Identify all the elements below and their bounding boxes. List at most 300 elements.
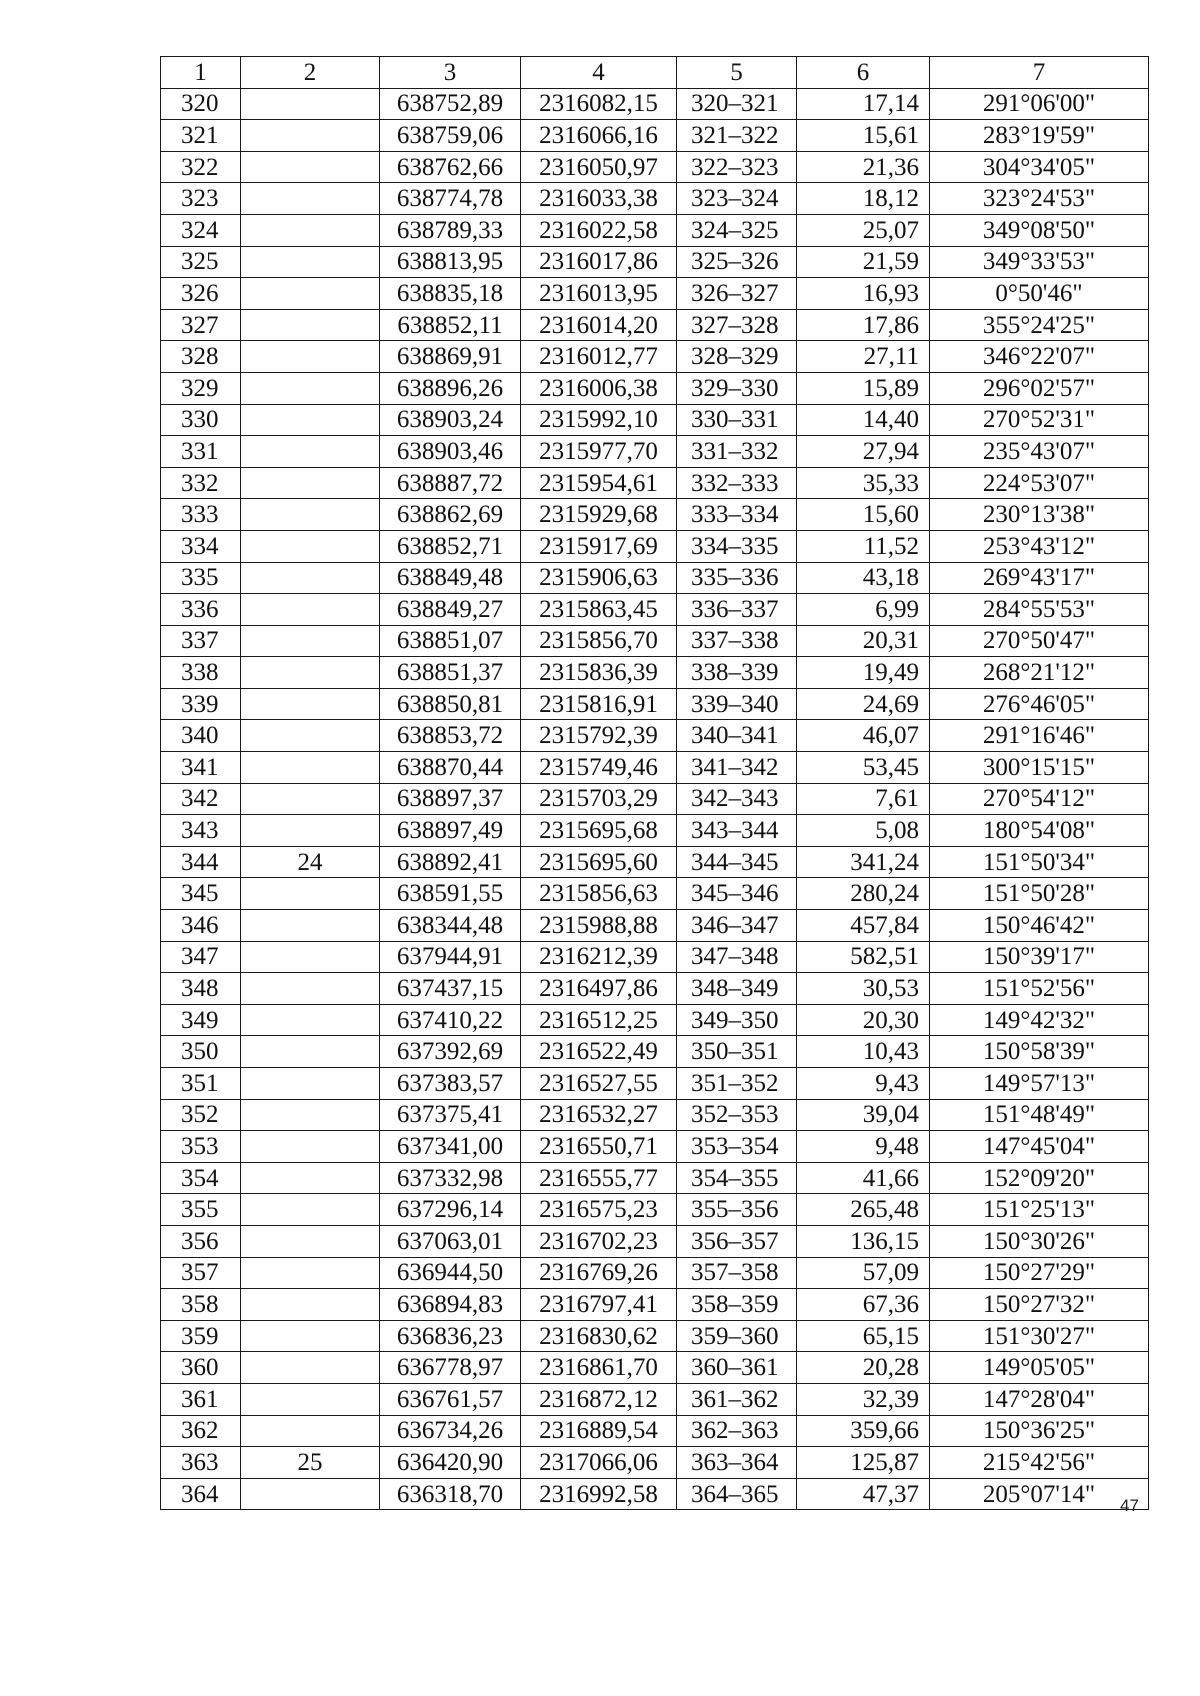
cell-coord-x: 638813,95 <box>380 246 521 278</box>
cell-coord-x: 637375,41 <box>380 1099 521 1131</box>
cell-segment: 325–326 <box>677 246 797 278</box>
cell-section-number <box>241 88 380 120</box>
cell-length: 6,99 <box>797 594 930 626</box>
cell-bearing: 151°30'27" <box>930 1320 1149 1352</box>
cell-coord-y: 2316550,71 <box>521 1131 677 1163</box>
cell-segment: 347–348 <box>677 941 797 973</box>
cell-point-number: 361 <box>161 1383 241 1415</box>
cell-coord-x: 638752,89 <box>380 88 521 120</box>
table-row <box>161 562 1149 594</box>
cell-coord-y: 2316050,97 <box>521 151 677 183</box>
cell-length: 32,39 <box>797 1383 930 1415</box>
cell-point-number: 354 <box>161 1162 241 1194</box>
cell-segment: 341–342 <box>677 752 797 784</box>
cell-length: 41,66 <box>797 1162 930 1194</box>
cell-bearing: 296°02'57" <box>930 372 1149 404</box>
cell-section-number <box>241 183 380 215</box>
table-row <box>161 720 1149 752</box>
table-row <box>161 1036 1149 1068</box>
cell-segment: 348–349 <box>677 973 797 1005</box>
table-row <box>161 341 1149 373</box>
cell-coord-y: 2316512,25 <box>521 1004 677 1036</box>
cell-segment: 343–344 <box>677 815 797 847</box>
cell-segment: 327–328 <box>677 309 797 341</box>
cell-section-number <box>241 309 380 341</box>
cell-length: 7,61 <box>797 783 930 815</box>
header-row <box>161 57 1149 89</box>
cell-coord-x: 637944,91 <box>380 941 521 973</box>
cell-length: 359,66 <box>797 1415 930 1447</box>
table-row <box>161 1289 1149 1321</box>
cell-bearing: 0°50'46" <box>930 278 1149 310</box>
cell-coord-x: 638852,11 <box>380 309 521 341</box>
cell-coord-x: 638853,72 <box>380 720 521 752</box>
cell-point-number: 362 <box>161 1415 241 1447</box>
cell-coord-y: 2315695,68 <box>521 815 677 847</box>
cell-bearing: 291°06'00" <box>930 88 1149 120</box>
cell-length: 5,08 <box>797 815 930 847</box>
cell-bearing: 346°22'07" <box>930 341 1149 373</box>
cell-coord-y: 2315695,60 <box>521 846 677 878</box>
table-row <box>161 625 1149 657</box>
cell-point-number: 355 <box>161 1194 241 1226</box>
cell-coord-y: 2316527,55 <box>521 1068 677 1100</box>
cell-point-number: 330 <box>161 404 241 436</box>
cell-bearing: 147°45'04" <box>930 1131 1149 1163</box>
cell-length: 20,30 <box>797 1004 930 1036</box>
cell-bearing: 147°28'04" <box>930 1383 1149 1415</box>
cell-coord-x: 637383,57 <box>380 1068 521 1100</box>
table-row <box>161 1004 1149 1036</box>
cell-coord-y: 2316066,16 <box>521 120 677 152</box>
table-row <box>161 467 1149 499</box>
cell-coord-y: 2316014,20 <box>521 309 677 341</box>
cell-section-number <box>241 404 380 436</box>
table-body <box>161 88 1149 1510</box>
column-header-7: 7 <box>930 57 1149 89</box>
cell-point-number: 334 <box>161 530 241 562</box>
cell-point-number: 324 <box>161 214 241 246</box>
cell-section-number <box>241 815 380 847</box>
cell-length: 47,37 <box>797 1478 930 1510</box>
cell-point-number: 335 <box>161 562 241 594</box>
table-row <box>161 1162 1149 1194</box>
cell-section-number <box>241 214 380 246</box>
cell-segment: 356–357 <box>677 1225 797 1257</box>
cell-coord-x: 638591,55 <box>380 878 521 910</box>
cell-coord-x: 638892,41 <box>380 846 521 878</box>
table-row <box>161 530 1149 562</box>
cell-coord-x: 638897,49 <box>380 815 521 847</box>
cell-coord-x: 638851,37 <box>380 657 521 689</box>
cell-segment: 354–355 <box>677 1162 797 1194</box>
cell-coord-x: 636420,90 <box>380 1447 521 1479</box>
cell-coord-x: 638789,33 <box>380 214 521 246</box>
cell-section-number <box>241 878 380 910</box>
column-header-3: 3 <box>380 57 521 89</box>
cell-length: 19,49 <box>797 657 930 689</box>
cell-point-number: 325 <box>161 246 241 278</box>
cell-point-number: 343 <box>161 815 241 847</box>
cell-segment: 322–323 <box>677 151 797 183</box>
cell-segment: 357–358 <box>677 1257 797 1289</box>
cell-bearing: 150°36'25" <box>930 1415 1149 1447</box>
cell-bearing: 270°54'12" <box>930 783 1149 815</box>
column-header-1: 1 <box>161 57 241 89</box>
cell-section-number <box>241 278 380 310</box>
cell-length: 9,48 <box>797 1131 930 1163</box>
cell-coord-y: 2315749,46 <box>521 752 677 784</box>
cell-bearing: 215°42'56" <box>930 1447 1149 1479</box>
cell-coord-y: 2315863,45 <box>521 594 677 626</box>
cell-segment: 364–365 <box>677 1478 797 1510</box>
cell-length: 67,36 <box>797 1289 930 1321</box>
cell-coord-x: 637063,01 <box>380 1225 521 1257</box>
cell-coord-x: 637341,00 <box>380 1131 521 1163</box>
cell-bearing: 150°46'42" <box>930 910 1149 942</box>
cell-length: 39,04 <box>797 1099 930 1131</box>
cell-coord-y: 2316532,27 <box>521 1099 677 1131</box>
cell-bearing: 150°30'26" <box>930 1225 1149 1257</box>
cell-coord-y: 2315954,61 <box>521 467 677 499</box>
cell-section-number <box>241 1320 380 1352</box>
cell-section-number <box>241 467 380 499</box>
cell-section-number <box>241 1352 380 1384</box>
cell-length: 17,14 <box>797 88 930 120</box>
cell-segment: 335–336 <box>677 562 797 594</box>
cell-coord-y: 2315856,70 <box>521 625 677 657</box>
cell-length: 24,69 <box>797 688 930 720</box>
table-row <box>161 499 1149 531</box>
cell-length: 53,45 <box>797 752 930 784</box>
cell-point-number: 344 <box>161 846 241 878</box>
cell-bearing: 235°43'07" <box>930 436 1149 468</box>
cell-segment: 359–360 <box>677 1320 797 1352</box>
cell-length: 21,36 <box>797 151 930 183</box>
table-row <box>161 594 1149 626</box>
cell-segment: 332–333 <box>677 467 797 499</box>
cell-coord-y: 2316769,26 <box>521 1257 677 1289</box>
cell-bearing: 268°21'12" <box>930 657 1149 689</box>
cell-point-number: 331 <box>161 436 241 468</box>
cell-coord-x: 636836,23 <box>380 1320 521 1352</box>
cell-segment: 320–321 <box>677 88 797 120</box>
cell-point-number: 356 <box>161 1225 241 1257</box>
cell-length: 43,18 <box>797 562 930 594</box>
cell-length: 35,33 <box>797 467 930 499</box>
cell-section-number <box>241 1225 380 1257</box>
cell-point-number: 363 <box>161 1447 241 1479</box>
cell-bearing: 205°07'14" <box>930 1478 1149 1510</box>
cell-section-number <box>241 562 380 594</box>
cell-coord-x: 638896,26 <box>380 372 521 404</box>
cell-coord-x: 638903,46 <box>380 436 521 468</box>
cell-point-number: 350 <box>161 1036 241 1068</box>
cell-coord-x: 638850,81 <box>380 688 521 720</box>
cell-coord-x: 638849,48 <box>380 562 521 594</box>
cell-coord-y: 2315906,63 <box>521 562 677 594</box>
cell-coord-x: 638887,72 <box>380 467 521 499</box>
cell-coord-y: 2316033,38 <box>521 183 677 215</box>
cell-coord-y: 2316006,38 <box>521 372 677 404</box>
cell-point-number: 353 <box>161 1131 241 1163</box>
table-row <box>161 1320 1149 1352</box>
cell-coord-y: 2316797,41 <box>521 1289 677 1321</box>
cell-coord-x: 638903,24 <box>380 404 521 436</box>
cell-point-number: 327 <box>161 309 241 341</box>
cell-coord-x: 637332,98 <box>380 1162 521 1194</box>
cell-section-number: 24 <box>241 846 380 878</box>
cell-coord-y: 2315977,70 <box>521 436 677 468</box>
table-row <box>161 120 1149 152</box>
cell-length: 16,93 <box>797 278 930 310</box>
table-row <box>161 878 1149 910</box>
cell-coord-x: 636944,50 <box>380 1257 521 1289</box>
cell-section-number <box>241 1257 380 1289</box>
table-row <box>161 1131 1149 1163</box>
cell-length: 46,07 <box>797 720 930 752</box>
cell-point-number: 359 <box>161 1320 241 1352</box>
cell-coord-x: 637296,14 <box>380 1194 521 1226</box>
cell-bearing: 152°09'20" <box>930 1162 1149 1194</box>
table-row <box>161 1352 1149 1384</box>
cell-bearing: 180°54'08" <box>930 815 1149 847</box>
cell-bearing: 150°58'39" <box>930 1036 1149 1068</box>
cell-length: 27,94 <box>797 436 930 468</box>
cell-coord-y: 2316830,62 <box>521 1320 677 1352</box>
coordinates-table <box>160 56 1149 1510</box>
page-number: 47 <box>1120 1496 1139 1515</box>
cell-coord-y: 2315929,68 <box>521 499 677 531</box>
cell-point-number: 341 <box>161 752 241 784</box>
cell-bearing: 276°46'05" <box>930 688 1149 720</box>
cell-length: 17,86 <box>797 309 930 341</box>
cell-section-number <box>241 1194 380 1226</box>
cell-coord-x: 636734,26 <box>380 1415 521 1447</box>
cell-bearing: 151°50'34" <box>930 846 1149 878</box>
cell-length: 9,43 <box>797 1068 930 1100</box>
cell-coord-x: 638849,27 <box>380 594 521 626</box>
cell-bearing: 291°16'46" <box>930 720 1149 752</box>
cell-segment: 340–341 <box>677 720 797 752</box>
cell-coord-y: 2316702,23 <box>521 1225 677 1257</box>
cell-section-number <box>241 499 380 531</box>
cell-coord-x: 638852,71 <box>380 530 521 562</box>
cell-segment: 326–327 <box>677 278 797 310</box>
cell-section-number <box>241 973 380 1005</box>
cell-segment: 353–354 <box>677 1131 797 1163</box>
cell-section-number <box>241 1131 380 1163</box>
cell-point-number: 346 <box>161 910 241 942</box>
cell-length: 30,53 <box>797 973 930 1005</box>
cell-coord-x: 638344,48 <box>380 910 521 942</box>
cell-point-number: 339 <box>161 688 241 720</box>
table-row <box>161 88 1149 120</box>
cell-segment: 329–330 <box>677 372 797 404</box>
cell-coord-y: 2316555,77 <box>521 1162 677 1194</box>
cell-section-number <box>241 594 380 626</box>
cell-coord-x: 638862,69 <box>380 499 521 531</box>
cell-coord-y: 2316872,12 <box>521 1383 677 1415</box>
cell-coord-x: 636894,83 <box>380 1289 521 1321</box>
cell-coord-y: 2315816,91 <box>521 688 677 720</box>
cell-segment: 345–346 <box>677 878 797 910</box>
cell-coord-y: 2315703,29 <box>521 783 677 815</box>
cell-point-number: 352 <box>161 1099 241 1131</box>
cell-bearing: 270°50'47" <box>930 625 1149 657</box>
cell-section-number <box>241 1478 380 1510</box>
cell-length: 27,11 <box>797 341 930 373</box>
cell-coord-x: 637410,22 <box>380 1004 521 1036</box>
cell-section-number <box>241 1415 380 1447</box>
cell-bearing: 304°34'05" <box>930 151 1149 183</box>
cell-segment: 338–339 <box>677 657 797 689</box>
table-row <box>161 372 1149 404</box>
cell-length: 18,12 <box>797 183 930 215</box>
cell-bearing: 149°57'13" <box>930 1068 1149 1100</box>
cell-coord-x: 638869,91 <box>380 341 521 373</box>
cell-length: 25,07 <box>797 214 930 246</box>
cell-coord-y: 2315988,88 <box>521 910 677 942</box>
column-header-6: 6 <box>797 57 930 89</box>
cell-section-number <box>241 720 380 752</box>
cell-segment: 323–324 <box>677 183 797 215</box>
cell-segment: 321–322 <box>677 120 797 152</box>
cell-point-number: 329 <box>161 372 241 404</box>
cell-length: 125,87 <box>797 1447 930 1479</box>
cell-coord-y: 2316992,58 <box>521 1478 677 1510</box>
cell-coord-y: 2316575,23 <box>521 1194 677 1226</box>
table-row <box>161 309 1149 341</box>
cell-length: 21,59 <box>797 246 930 278</box>
cell-point-number: 320 <box>161 88 241 120</box>
cell-bearing: 149°05'05" <box>930 1352 1149 1384</box>
cell-segment: 360–361 <box>677 1352 797 1384</box>
table-row <box>161 657 1149 689</box>
cell-coord-x: 636778,97 <box>380 1352 521 1384</box>
table-row <box>161 815 1149 847</box>
cell-point-number: 364 <box>161 1478 241 1510</box>
cell-length: 20,31 <box>797 625 930 657</box>
cell-length: 11,52 <box>797 530 930 562</box>
cell-segment: 330–331 <box>677 404 797 436</box>
cell-bearing: 230°13'38" <box>930 499 1149 531</box>
cell-segment: 363–364 <box>677 1447 797 1479</box>
cell-section-number <box>241 752 380 784</box>
table-row <box>161 973 1149 1005</box>
cell-section-number <box>241 151 380 183</box>
cell-bearing: 149°42'32" <box>930 1004 1149 1036</box>
cell-length: 582,51 <box>797 941 930 973</box>
table-row <box>161 1478 1149 1510</box>
table-row <box>161 846 1149 878</box>
cell-bearing: 349°33'53" <box>930 246 1149 278</box>
table-row <box>161 404 1149 436</box>
cell-point-number: 323 <box>161 183 241 215</box>
cell-coord-y: 2315792,39 <box>521 720 677 752</box>
cell-length: 265,48 <box>797 1194 930 1226</box>
cell-bearing: 151°25'13" <box>930 1194 1149 1226</box>
cell-coord-y: 2316012,77 <box>521 341 677 373</box>
cell-section-number <box>241 1383 380 1415</box>
cell-segment: 324–325 <box>677 214 797 246</box>
cell-point-number: 357 <box>161 1257 241 1289</box>
table-row <box>161 1415 1149 1447</box>
cell-section-number <box>241 1099 380 1131</box>
cell-bearing: 300°15'15" <box>930 752 1149 784</box>
cell-point-number: 336 <box>161 594 241 626</box>
cell-section-number <box>241 625 380 657</box>
cell-section-number: 25 <box>241 1447 380 1479</box>
cell-bearing: 284°55'53" <box>930 594 1149 626</box>
table-row <box>161 1257 1149 1289</box>
cell-coord-x: 638870,44 <box>380 752 521 784</box>
cell-coord-x: 637392,69 <box>380 1036 521 1068</box>
cell-point-number: 321 <box>161 120 241 152</box>
cell-point-number: 348 <box>161 973 241 1005</box>
cell-coord-y: 2315917,69 <box>521 530 677 562</box>
table-row <box>161 1447 1149 1479</box>
cell-bearing: 253°43'12" <box>930 530 1149 562</box>
cell-coord-x: 636318,70 <box>380 1478 521 1510</box>
cell-point-number: 349 <box>161 1004 241 1036</box>
cell-coord-x: 638759,06 <box>380 120 521 152</box>
cell-coord-x: 636761,57 <box>380 1383 521 1415</box>
cell-coord-y: 2315992,10 <box>521 404 677 436</box>
cell-section-number <box>241 657 380 689</box>
table-row <box>161 688 1149 720</box>
table-row <box>161 151 1149 183</box>
cell-length: 341,24 <box>797 846 930 878</box>
cell-bearing: 349°08'50" <box>930 214 1149 246</box>
cell-coord-y: 2316522,49 <box>521 1036 677 1068</box>
cell-point-number: 328 <box>161 341 241 373</box>
cell-section-number <box>241 688 380 720</box>
cell-bearing: 224°53'07" <box>930 467 1149 499</box>
cell-point-number: 333 <box>161 499 241 531</box>
cell-point-number: 338 <box>161 657 241 689</box>
cell-segment: 352–353 <box>677 1099 797 1131</box>
cell-coord-y: 2316497,86 <box>521 973 677 1005</box>
cell-length: 10,43 <box>797 1036 930 1068</box>
cell-section-number <box>241 1068 380 1100</box>
cell-segment: 334–335 <box>677 530 797 562</box>
cell-bearing: 270°52'31" <box>930 404 1149 436</box>
cell-bearing: 151°48'49" <box>930 1099 1149 1131</box>
cell-coord-y: 2316212,39 <box>521 941 677 973</box>
table-row <box>161 1194 1149 1226</box>
table-row <box>161 183 1149 215</box>
cell-coord-x: 638897,37 <box>380 783 521 815</box>
cell-coord-y: 2316861,70 <box>521 1352 677 1384</box>
cell-point-number: 326 <box>161 278 241 310</box>
cell-coord-y: 2316017,86 <box>521 246 677 278</box>
cell-length: 57,09 <box>797 1257 930 1289</box>
cell-length: 280,24 <box>797 878 930 910</box>
table-row <box>161 1099 1149 1131</box>
cell-segment: 336–337 <box>677 594 797 626</box>
cell-point-number: 337 <box>161 625 241 657</box>
cell-coord-y: 2316082,15 <box>521 88 677 120</box>
cell-section-number <box>241 436 380 468</box>
cell-segment: 344–345 <box>677 846 797 878</box>
cell-point-number: 347 <box>161 941 241 973</box>
cell-coord-x: 638851,07 <box>380 625 521 657</box>
cell-bearing: 355°24'25" <box>930 309 1149 341</box>
table-row <box>161 246 1149 278</box>
cell-point-number: 332 <box>161 467 241 499</box>
cell-point-number: 358 <box>161 1289 241 1321</box>
